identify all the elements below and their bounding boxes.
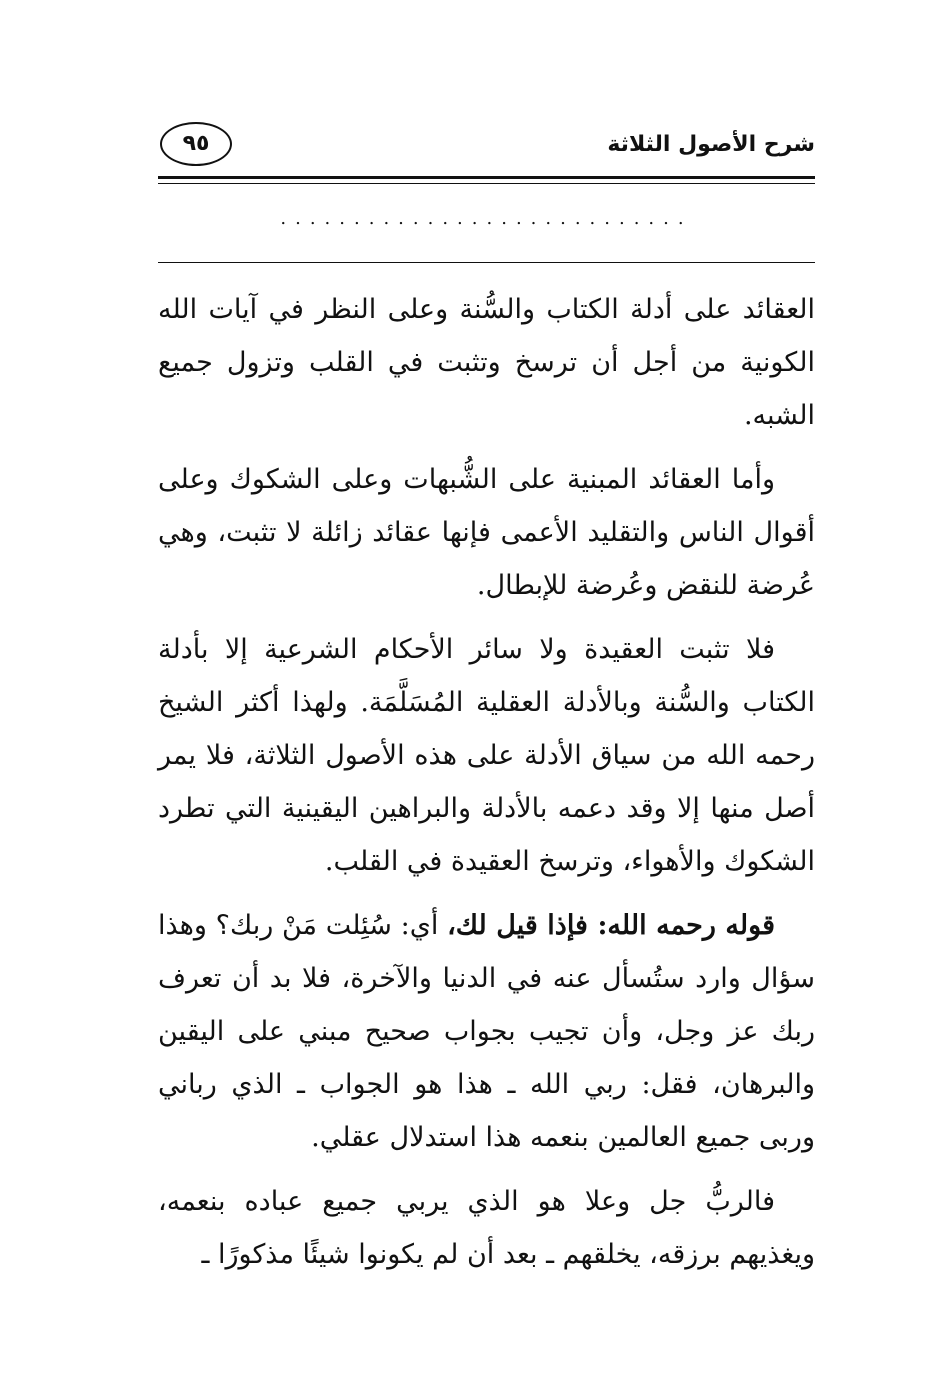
section-rule [158, 262, 815, 263]
body-text [158, 283, 815, 1292]
header-rule-thick [158, 176, 815, 179]
quoted-text-lead: قوله رحمه الله: فإذا قيل لك، [447, 910, 775, 941]
paragraph-1: العقائد على أدلة الكتاب والسُّنة وعلى النظر في آيات الله الكونية من أجل أن ترسخ وتثبت في القلب وتزول جميع الشبه. [158, 294, 815, 431]
book-title: شرح الأصول الثلاثة [607, 132, 815, 157]
dotted-separator: ............................ [280, 208, 693, 229]
paragraph-4-rest: أي: سُئِلت مَنْ ربك؟ وهذا سؤال وارد ستُسأل عنه في الدنيا والآخرة، فلا بد أن تعرف ربك عز وجل، وأن تجيب بجواب صحيح مبني على اليقين والبرهان، فقل: ربي الله ـ هذا هو الجواب ـ الذي رباني وربى جميع العالمين بنعمه هذا استدلال عقلي. [158, 910, 815, 1153]
page-number: ٩٥ [160, 122, 232, 166]
paragraph-4 [158, 899, 815, 1164]
paragraph-5: فالربُّ جل وعلا هو الذي يربي جميع عباده بنعمه، ويغذيهم برزقه، يخلقهم ـ بعد أن لم يكونوا شيئًا مذكورًا ـ [158, 1186, 815, 1270]
paragraph-2: وأما العقائد المبنية على الشُّبهات وعلى الشكوك وعلى أقوال الناس والتقليد الأعمى فإنها عقائد زائلة لا تثبت، وهي عُرضة للنقض وعُرضة للإبطال. [158, 464, 815, 601]
page-header [158, 118, 815, 180]
paragraph-3: فلا تثبت العقيدة ولا سائر الأحكام الشرعية إلا بأدلة الكتاب والسُّنة وبالأدلة العقلية المُسَلَّمَة. ولهذا أكثر الشيخ رحمه الله من سياق الأدلة على هذه الأصول الثلاثة، فلا يمر أصل منها إلا وقد دعمه بالأدلة والبراهين اليقينية التي تطرد الشكوك والأهواء، وترسخ العقيدة في القلب. [158, 634, 815, 877]
header-rule-thin [158, 183, 815, 184]
